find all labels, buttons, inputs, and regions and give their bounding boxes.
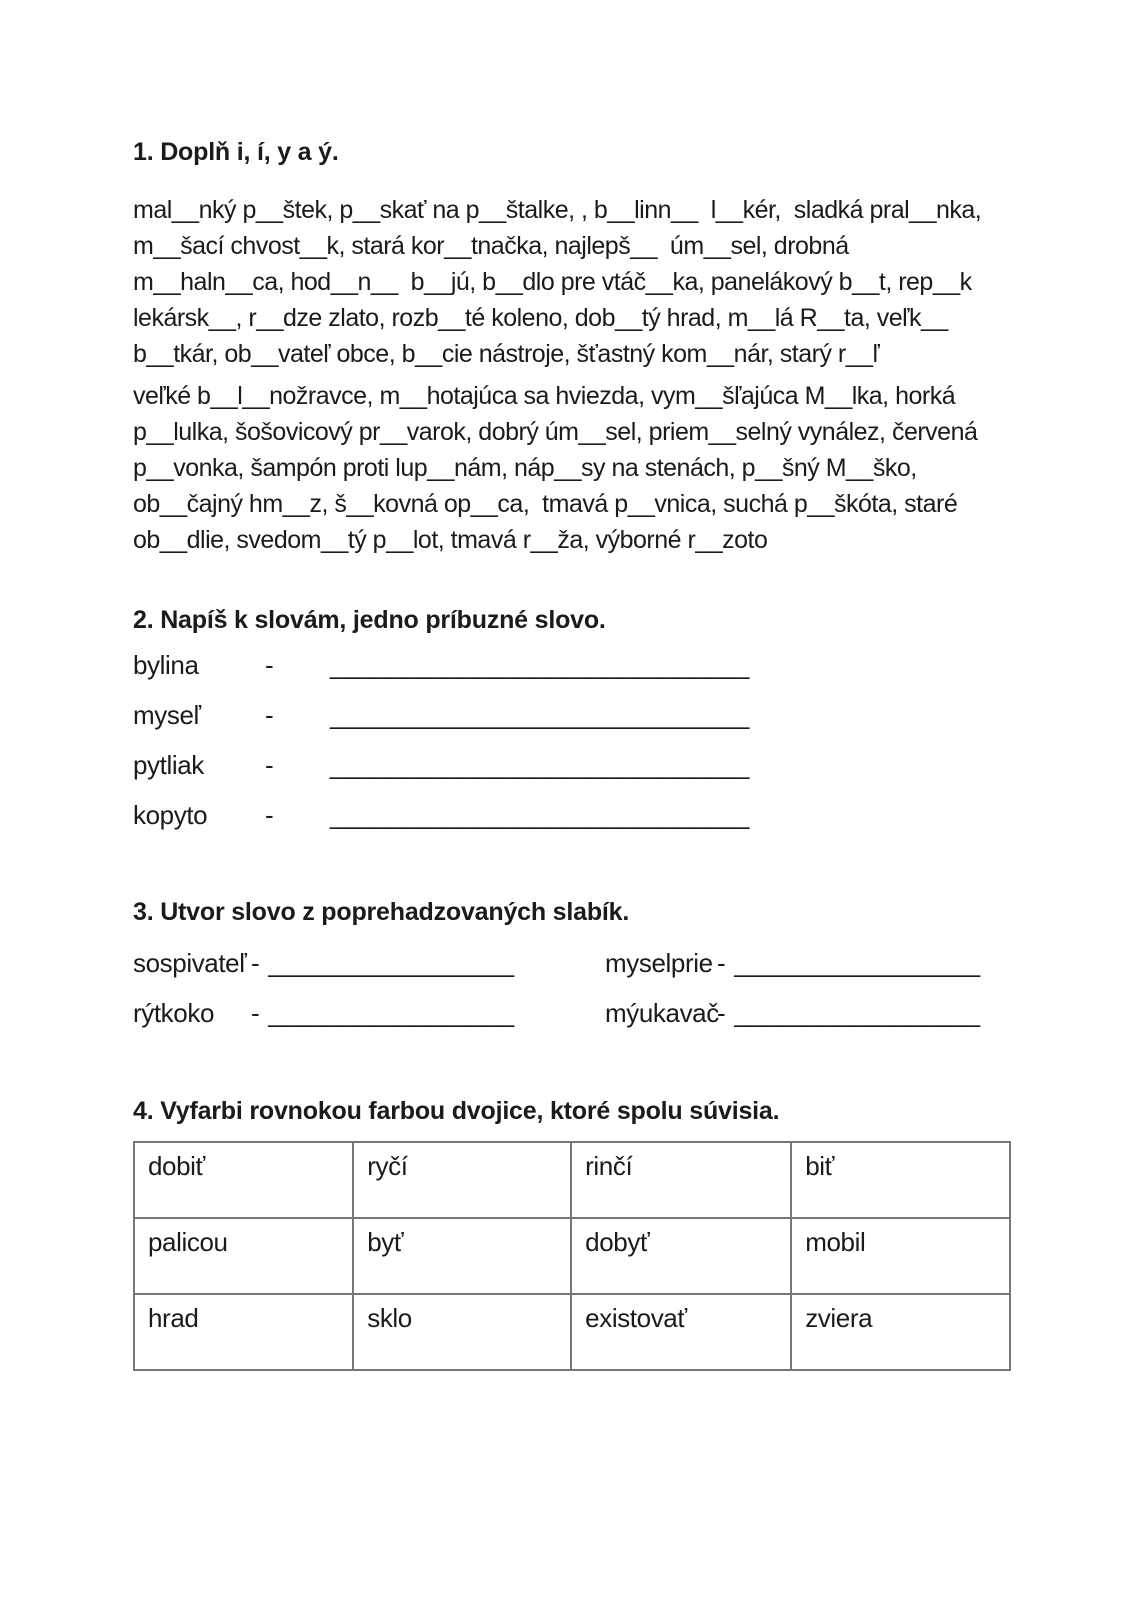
dash-separator: - (251, 998, 260, 1028)
table-row (134, 1142, 1010, 1218)
exercise1-paragraph1-line: lekársk__, r__dze zlato, rozb__té koleno, dob__tý hrad, m__lá R__ta, veľk__ (133, 304, 948, 332)
word-row (133, 800, 1011, 850)
dash-separator: - (265, 800, 274, 830)
table-cell: sklo (353, 1294, 571, 1370)
table-cell: palicou (134, 1218, 353, 1294)
exercise1-paragraph2 (133, 378, 1011, 558)
table-cell: biť (791, 1142, 1010, 1218)
table-cell: byť (353, 1218, 571, 1294)
exercise3-grid (133, 948, 1011, 1048)
table-cell: dobyť (571, 1218, 791, 1294)
exercise1-title: 1. Doplň i, í, y a ý. (133, 138, 339, 166)
exercise2-word-list (133, 650, 1011, 850)
word-label: bylina (133, 650, 199, 680)
scrambled-word: sospivateľ (133, 948, 247, 978)
table-cell: existovať (571, 1294, 791, 1370)
table-cell: mobil (791, 1218, 1010, 1294)
scrambled-word: myselprie (605, 948, 713, 978)
exercise1-paragraph1-line: b__tkár, ob__vateľ obce, b__cie nástroje, šťastný kom__nár, starý r__ľ (133, 340, 880, 368)
syllable-row (133, 948, 1011, 998)
table-cell: hrad (134, 1294, 353, 1370)
syllable-item (133, 948, 605, 979)
dash-separator: - (717, 998, 726, 1028)
syllable-row (133, 998, 1011, 1048)
exercise1-paragraph2-line: p__lulka, šošovicový pr__varok, dobrý úm__sel, priem__selný vynález, červená (133, 418, 978, 446)
answer-blank: _____________________________ (330, 650, 750, 680)
answer-blank: _________________ (734, 948, 981, 978)
dash-separator: - (717, 948, 726, 978)
answer-blank: _________________ (734, 998, 981, 1028)
exercise1-paragraph2-line: p__vonka, šampón proti lup__nám, náp__sy na stenách, p__šný M__ško, (133, 454, 917, 482)
exercise1-paragraph2-line: ob__dlie, svedom__tý p__lot, tmavá r__ža, výborné r__zoto (133, 526, 768, 554)
exercise1-paragraph2-line: ob__čajný hm__z, š__kovná op__ca, tmavá p__vnica, suchá p__škóta, staré (133, 490, 958, 518)
dash-separator: - (265, 750, 274, 780)
answer-blank: _____________________________ (330, 750, 750, 780)
word-row (133, 650, 1011, 700)
word-label: pytliak (133, 750, 204, 780)
answer-blank: _________________ (268, 998, 515, 1028)
answer-blank: _____________________________ (330, 700, 750, 730)
syllable-item (605, 948, 980, 979)
exercise1-paragraph1-line: m__haln__ca, hod__n__ b__jú, b__dlo pre vtáč__ka, panelákový b__t, rep__k (133, 268, 972, 296)
exercise2-title: 2. Napíš k slovám, jedno príbuzné slovo. (133, 606, 606, 634)
answer-blank: _____________________________ (330, 800, 750, 830)
dash-separator: - (265, 650, 274, 680)
table-cell: dobiť (134, 1142, 353, 1218)
word-pairs-table (133, 1141, 1011, 1371)
syllable-item (133, 998, 605, 1029)
word-row (133, 700, 1011, 750)
dash-separator: - (265, 700, 274, 730)
word-label: kopyto (133, 800, 208, 830)
exercise4-title: 4. Vyfarbi rovnokou farbou dvojice, ktoré spolu súvisia. (133, 1097, 780, 1125)
word-label: myseľ (133, 700, 201, 730)
word-row (133, 750, 1011, 800)
exercise1-paragraph1-line: m__šací chvost__k, stará kor__tnačka, najlepš__ úm__sel, drobná (133, 232, 849, 260)
scrambled-word: mýukavač (605, 998, 719, 1028)
exercise1-paragraph1-line: mal__nký p__štek, p__skať na p__štalke, , b__linn__ l__kér, sladká pral__nka, (133, 196, 982, 224)
exercise1-paragraph1 (133, 192, 1011, 372)
exercise1-paragraph2-line: veľké b__l__nožravce, m__hotajúca sa hviezda, vym__šľajúca M__lka, horká (133, 382, 956, 410)
answer-blank: _________________ (268, 948, 515, 978)
table-row (134, 1218, 1010, 1294)
table-cell: rinčí (571, 1142, 791, 1218)
syllable-item (605, 998, 980, 1029)
dash-separator: - (251, 948, 260, 978)
table-cell: zviera (791, 1294, 1010, 1370)
scrambled-word: rýtkoko (133, 998, 215, 1028)
table-cell: ryčí (353, 1142, 571, 1218)
table-row (134, 1294, 1010, 1370)
exercise3-title: 3. Utvor slovo z poprehadzovaných slabík. (133, 898, 630, 926)
